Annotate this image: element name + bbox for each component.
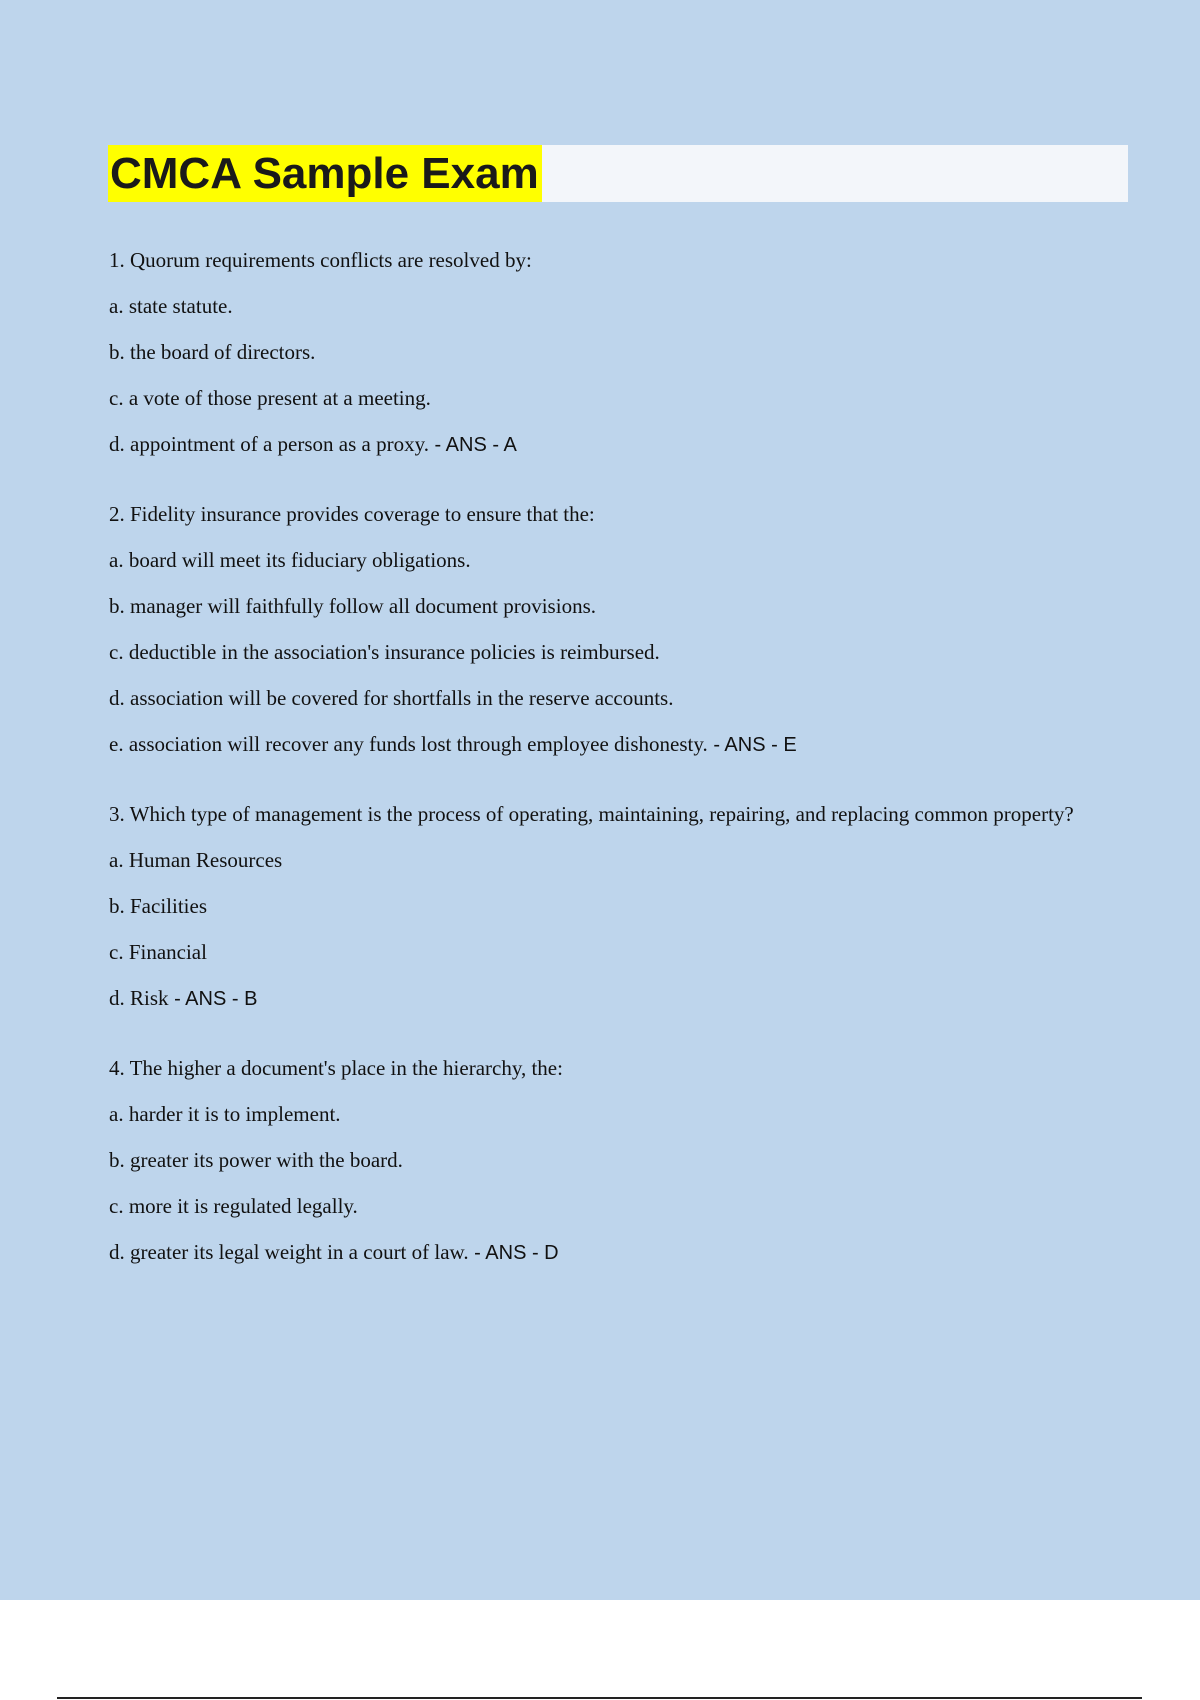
option-text: d. greater its legal weight in a court of law. xyxy=(109,1240,469,1264)
answer-option-e xyxy=(109,730,1124,759)
document-title: CMCA Sample Exam xyxy=(108,145,542,202)
answer-option-a: a. harder it is to implement. xyxy=(109,1102,341,1126)
answer-key: - ANS - A xyxy=(428,434,517,456)
answer-option-d xyxy=(109,1238,1124,1267)
answer-option-a: a. Human Resources xyxy=(109,848,283,872)
option-text: e. association will recover any funds lost through employee dishonesty. xyxy=(109,732,708,756)
answer-option-c: c. more it is regulated legally. xyxy=(109,1194,358,1218)
answer-key: - ANS - B xyxy=(168,988,258,1010)
answer-option-d: d. association will be covered for shortfalls in the reserve accounts. xyxy=(109,686,674,710)
answer-option-a: a. state statute. xyxy=(109,294,233,318)
option-text: d. appointment of a person as a proxy. xyxy=(109,432,429,456)
answer-option-d xyxy=(109,984,1124,1013)
answer-option-b: b. greater its power with the board. xyxy=(109,1148,403,1172)
answer-option-c: c. deductible in the association's insurance policies is reimbursed. xyxy=(109,640,660,664)
question-4 xyxy=(109,1054,1124,1267)
question-stem: 2. Fidelity insurance provides coverage to ensure that the: xyxy=(109,502,595,526)
answer-key: - ANS - D xyxy=(468,1242,559,1264)
answer-option-a: a. board will meet its fiduciary obligations. xyxy=(109,548,471,572)
question-list xyxy=(109,246,1124,1308)
answer-key: - ANS - E xyxy=(707,734,797,756)
question-stem: 4. The higher a document's place in the hierarchy, the: xyxy=(109,1056,563,1080)
answer-option-b: b. manager will faithfully follow all document provisions. xyxy=(109,594,596,618)
question-2 xyxy=(109,500,1124,759)
footer-divider xyxy=(57,1697,1142,1699)
answer-option-d xyxy=(109,430,1124,459)
option-text: d. Risk xyxy=(109,986,169,1010)
question-stem: 3. Which type of management is the process of operating, maintaining, repairing, and replacing common property? xyxy=(109,802,1074,826)
question-1 xyxy=(109,246,1124,459)
answer-option-c: c. Financial xyxy=(109,940,207,964)
question-stem: 1. Quorum requirements conflicts are resolved by: xyxy=(109,248,532,272)
answer-option-b: b. the board of directors. xyxy=(109,340,316,364)
question-3 xyxy=(109,800,1124,1013)
answer-option-b: b. Facilities xyxy=(109,894,207,918)
answer-option-c: c. a vote of those present at a meeting. xyxy=(109,386,431,410)
